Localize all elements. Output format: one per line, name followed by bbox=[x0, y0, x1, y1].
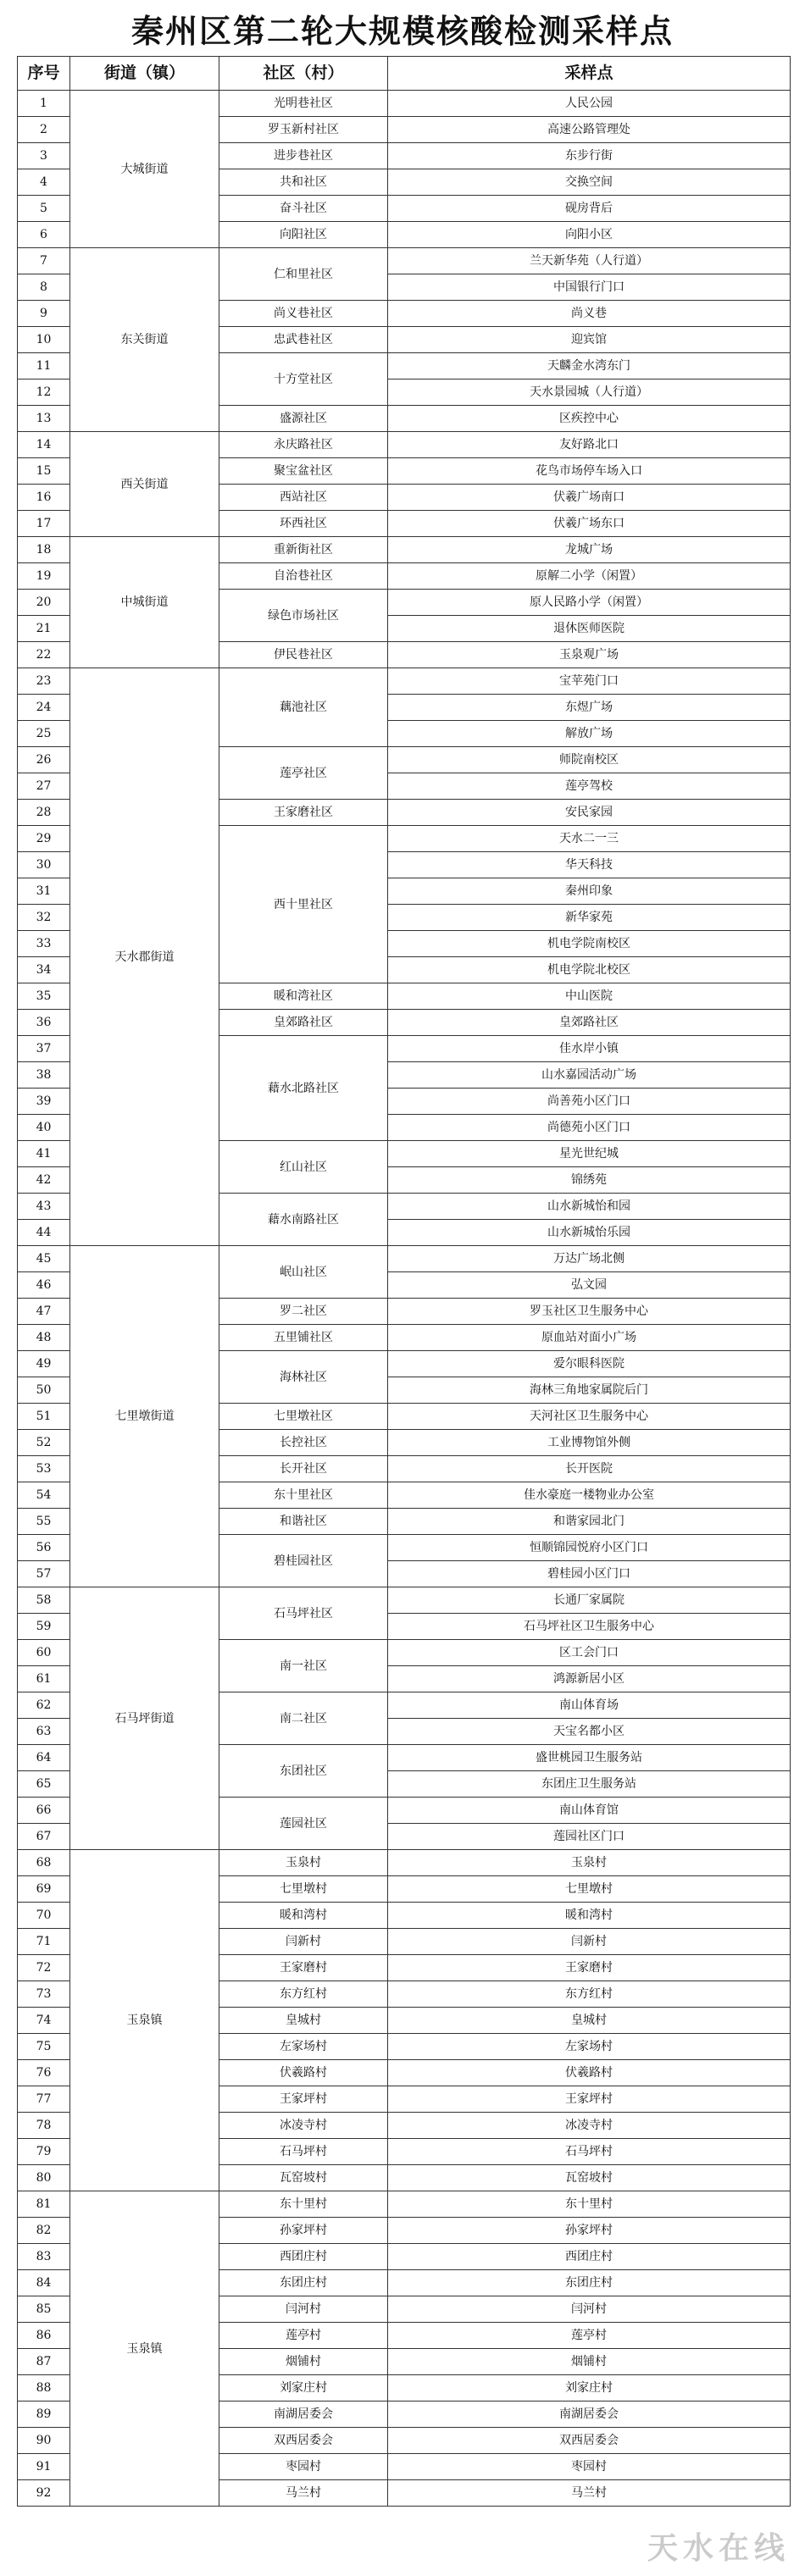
community-cell: 伏羲路村 bbox=[219, 2060, 388, 2086]
row-number: 41 bbox=[18, 1141, 70, 1167]
table-row bbox=[18, 91, 791, 117]
header-no: 序号 bbox=[18, 57, 70, 91]
row-number: 13 bbox=[18, 406, 70, 432]
row-number: 48 bbox=[18, 1325, 70, 1351]
community-cell: 长控社区 bbox=[219, 1430, 388, 1456]
row-number: 52 bbox=[18, 1430, 70, 1456]
site-cell: 天麟金水湾东门 bbox=[388, 353, 791, 379]
row-number: 91 bbox=[18, 2454, 70, 2480]
site-cell: 长开医院 bbox=[388, 1456, 791, 1482]
site-cell: 山水新城怡乐园 bbox=[388, 1220, 791, 1246]
community-cell: 南湖居委会 bbox=[219, 2401, 388, 2428]
row-number: 7 bbox=[18, 248, 70, 274]
row-number: 31 bbox=[18, 878, 70, 905]
row-number: 10 bbox=[18, 327, 70, 353]
row-number: 68 bbox=[18, 1850, 70, 1876]
row-number: 84 bbox=[18, 2270, 70, 2296]
site-cell: 罗玉社区卫生服务中心 bbox=[388, 1299, 791, 1325]
header-community: 社区（村） bbox=[219, 57, 388, 91]
community-cell: 王家磨社区 bbox=[219, 800, 388, 826]
site-cell: 兰天新华苑（人行道） bbox=[388, 248, 791, 274]
row-number: 59 bbox=[18, 1614, 70, 1640]
site-cell: 向阳小区 bbox=[388, 222, 791, 248]
community-cell: 永庆路社区 bbox=[219, 432, 388, 458]
header-site: 采样点 bbox=[388, 57, 791, 91]
header-street: 街道（镇） bbox=[70, 57, 219, 91]
table-row bbox=[18, 1850, 791, 1876]
row-number: 81 bbox=[18, 2191, 70, 2218]
site-cell: 万达广场北侧 bbox=[388, 1246, 791, 1272]
page-title: 秦州区第二轮大规模核酸检测采样点 bbox=[130, 12, 674, 50]
site-cell: 南湖居委会 bbox=[388, 2401, 791, 2428]
site-cell: 东步行街 bbox=[388, 143, 791, 169]
row-number: 1 bbox=[18, 91, 70, 117]
row-number: 27 bbox=[18, 773, 70, 800]
row-number: 33 bbox=[18, 931, 70, 957]
community-cell: 盛源社区 bbox=[219, 406, 388, 432]
row-number: 39 bbox=[18, 1089, 70, 1115]
site-cell: 皇城村 bbox=[388, 2008, 791, 2034]
site-cell: 东团庄卫生服务站 bbox=[388, 1771, 791, 1798]
site-cell: 锦绣苑 bbox=[388, 1167, 791, 1194]
row-number: 63 bbox=[18, 1719, 70, 1745]
table-row bbox=[18, 248, 791, 274]
row-number: 2 bbox=[18, 117, 70, 143]
community-cell: 长开社区 bbox=[219, 1456, 388, 1482]
site-cell: 左家场村 bbox=[388, 2034, 791, 2060]
site-cell: 王家坪村 bbox=[388, 2086, 791, 2113]
site-cell: 区疾控中心 bbox=[388, 406, 791, 432]
row-number: 23 bbox=[18, 668, 70, 695]
site-cell: 冰凌寺村 bbox=[388, 2113, 791, 2139]
sampling-sites-table bbox=[17, 56, 791, 2507]
site-cell: 伏羲广场南口 bbox=[388, 485, 791, 511]
row-number: 51 bbox=[18, 1404, 70, 1430]
community-cell: 左家场村 bbox=[219, 2034, 388, 2060]
site-cell: 天宝名都小区 bbox=[388, 1719, 791, 1745]
site-cell: 皇郊路社区 bbox=[388, 1010, 791, 1036]
community-cell: 西十里社区 bbox=[219, 826, 388, 983]
site-cell: 东方红村 bbox=[388, 1981, 791, 2008]
community-cell: 南二社区 bbox=[219, 1692, 388, 1745]
row-number: 3 bbox=[18, 143, 70, 169]
community-cell: 藉水南路社区 bbox=[219, 1194, 388, 1246]
site-cell: 爱尔眼科医院 bbox=[388, 1351, 791, 1377]
row-number: 65 bbox=[18, 1771, 70, 1798]
site-cell: 莲亭村 bbox=[388, 2323, 791, 2349]
site-cell: 东煜广场 bbox=[388, 695, 791, 721]
row-number: 14 bbox=[18, 432, 70, 458]
community-cell: 罗玉新村社区 bbox=[219, 117, 388, 143]
site-cell: 东团庄村 bbox=[388, 2270, 791, 2296]
table-row bbox=[18, 1246, 791, 1272]
community-cell: 瓦窑坡村 bbox=[219, 2165, 388, 2191]
row-number: 46 bbox=[18, 1272, 70, 1299]
table-row bbox=[18, 2191, 791, 2218]
row-number: 29 bbox=[18, 826, 70, 852]
row-number: 86 bbox=[18, 2323, 70, 2349]
row-number: 22 bbox=[18, 642, 70, 668]
street-cell: 天水郡街道 bbox=[70, 668, 219, 1246]
site-cell: 盛世桃园卫生服务站 bbox=[388, 1745, 791, 1771]
table-body bbox=[18, 91, 791, 2507]
row-number: 5 bbox=[18, 196, 70, 222]
site-cell: 友好路北口 bbox=[388, 432, 791, 458]
row-number: 67 bbox=[18, 1824, 70, 1850]
row-number: 83 bbox=[18, 2244, 70, 2270]
community-cell: 聚宝盆社区 bbox=[219, 458, 388, 485]
community-cell: 忠武巷社区 bbox=[219, 327, 388, 353]
community-cell: 西团庄村 bbox=[219, 2244, 388, 2270]
row-number: 6 bbox=[18, 222, 70, 248]
community-cell: 和谐社区 bbox=[219, 1509, 388, 1535]
community-cell: 进步巷社区 bbox=[219, 143, 388, 169]
site-cell: 秦州印象 bbox=[388, 878, 791, 905]
row-number: 71 bbox=[18, 1929, 70, 1955]
table-row bbox=[18, 432, 791, 458]
community-cell: 玉泉村 bbox=[219, 1850, 388, 1876]
community-cell: 东团社区 bbox=[219, 1745, 388, 1798]
site-cell: 机电学院北校区 bbox=[388, 957, 791, 983]
row-number: 47 bbox=[18, 1299, 70, 1325]
row-number: 54 bbox=[18, 1482, 70, 1509]
row-number: 73 bbox=[18, 1981, 70, 2008]
row-number: 55 bbox=[18, 1509, 70, 1535]
community-cell: 双西居委会 bbox=[219, 2428, 388, 2454]
community-cell: 闫新村 bbox=[219, 1929, 388, 1955]
community-cell: 藉水北路社区 bbox=[219, 1036, 388, 1141]
street-cell: 西关街道 bbox=[70, 432, 219, 537]
community-cell: 碧桂园社区 bbox=[219, 1535, 388, 1587]
table-row bbox=[18, 537, 791, 563]
row-number: 75 bbox=[18, 2034, 70, 2060]
community-cell: 七里墩社区 bbox=[219, 1404, 388, 1430]
watermark-logo: 天水在线 bbox=[647, 2531, 790, 2566]
site-cell: 烟铺村 bbox=[388, 2349, 791, 2375]
row-number: 15 bbox=[18, 458, 70, 485]
community-cell: 闫河村 bbox=[219, 2296, 388, 2323]
street-cell: 中城街道 bbox=[70, 537, 219, 668]
site-cell: 退休医师医院 bbox=[388, 616, 791, 642]
row-number: 24 bbox=[18, 695, 70, 721]
row-number: 78 bbox=[18, 2113, 70, 2139]
site-cell: 玉泉观广场 bbox=[388, 642, 791, 668]
row-number: 69 bbox=[18, 1876, 70, 1903]
row-number: 70 bbox=[18, 1903, 70, 1929]
site-cell: 石马坪村 bbox=[388, 2139, 791, 2165]
site-cell: 南山体育馆 bbox=[388, 1798, 791, 1824]
street-cell: 玉泉镇 bbox=[70, 1850, 219, 2191]
site-cell: 师院南校区 bbox=[388, 747, 791, 773]
site-cell: 长通厂家属院 bbox=[388, 1587, 791, 1614]
community-cell: 环西社区 bbox=[219, 511, 388, 537]
row-number: 36 bbox=[18, 1010, 70, 1036]
row-number: 34 bbox=[18, 957, 70, 983]
row-number: 12 bbox=[18, 379, 70, 406]
row-number: 56 bbox=[18, 1535, 70, 1561]
site-cell: 解放广场 bbox=[388, 721, 791, 747]
community-cell: 奋斗社区 bbox=[219, 196, 388, 222]
row-number: 64 bbox=[18, 1745, 70, 1771]
community-cell: 自治巷社区 bbox=[219, 563, 388, 590]
site-cell: 新华家苑 bbox=[388, 905, 791, 931]
row-number: 26 bbox=[18, 747, 70, 773]
community-cell: 尚义巷社区 bbox=[219, 301, 388, 327]
site-cell: 迎宾馆 bbox=[388, 327, 791, 353]
site-cell: 东十里村 bbox=[388, 2191, 791, 2218]
site-cell: 砚房背后 bbox=[388, 196, 791, 222]
site-cell: 山水新城怡和园 bbox=[388, 1194, 791, 1220]
site-cell: 中国银行门口 bbox=[388, 274, 791, 301]
site-cell: 星光世纪城 bbox=[388, 1141, 791, 1167]
community-cell: 东十里社区 bbox=[219, 1482, 388, 1509]
row-number: 66 bbox=[18, 1798, 70, 1824]
community-cell: 向阳社区 bbox=[219, 222, 388, 248]
community-cell: 马兰村 bbox=[219, 2480, 388, 2507]
row-number: 57 bbox=[18, 1561, 70, 1587]
community-cell: 王家坪村 bbox=[219, 2086, 388, 2113]
street-cell: 玉泉镇 bbox=[70, 2191, 219, 2507]
row-number: 42 bbox=[18, 1167, 70, 1194]
community-cell: 石马坪社区 bbox=[219, 1587, 388, 1640]
row-number: 17 bbox=[18, 511, 70, 537]
site-cell: 山水嘉园活动广场 bbox=[388, 1062, 791, 1089]
community-cell: 莲亭村 bbox=[219, 2323, 388, 2349]
site-cell: 花鸟市场停车场入口 bbox=[388, 458, 791, 485]
community-cell: 西站社区 bbox=[219, 485, 388, 511]
site-cell: 枣园村 bbox=[388, 2454, 791, 2480]
row-number: 79 bbox=[18, 2139, 70, 2165]
street-cell: 石马坪街道 bbox=[70, 1587, 219, 1850]
site-cell: 鸿源新居小区 bbox=[388, 1666, 791, 1692]
site-cell: 孙家坪村 bbox=[388, 2218, 791, 2244]
row-number: 37 bbox=[18, 1036, 70, 1062]
row-number: 72 bbox=[18, 1955, 70, 1981]
row-number: 88 bbox=[18, 2375, 70, 2401]
row-number: 40 bbox=[18, 1115, 70, 1141]
row-number: 25 bbox=[18, 721, 70, 747]
site-cell: 人民公园 bbox=[388, 91, 791, 117]
community-cell: 五里铺社区 bbox=[219, 1325, 388, 1351]
community-cell: 岷山社区 bbox=[219, 1246, 388, 1299]
community-cell: 藕池社区 bbox=[219, 668, 388, 747]
community-cell: 王家磨村 bbox=[219, 1955, 388, 1981]
community-cell: 红山社区 bbox=[219, 1141, 388, 1194]
site-cell: 佳水豪庭一楼物业办公室 bbox=[388, 1482, 791, 1509]
row-number: 43 bbox=[18, 1194, 70, 1220]
site-cell: 高速公路管理处 bbox=[388, 117, 791, 143]
community-cell: 烟铺村 bbox=[219, 2349, 388, 2375]
table-row bbox=[18, 668, 791, 695]
site-cell: 马兰村 bbox=[388, 2480, 791, 2507]
community-cell: 莲亭社区 bbox=[219, 747, 388, 800]
site-cell: 原人民路小学（闲置） bbox=[388, 590, 791, 616]
row-number: 4 bbox=[18, 169, 70, 196]
row-number: 49 bbox=[18, 1351, 70, 1377]
row-number: 38 bbox=[18, 1062, 70, 1089]
site-cell: 天水二一三 bbox=[388, 826, 791, 852]
community-cell: 七里墩村 bbox=[219, 1876, 388, 1903]
row-number: 8 bbox=[18, 274, 70, 301]
community-cell: 暖和湾村 bbox=[219, 1903, 388, 1929]
site-cell: 海林三角地家属院后门 bbox=[388, 1377, 791, 1404]
row-number: 9 bbox=[18, 301, 70, 327]
row-number: 45 bbox=[18, 1246, 70, 1272]
row-number: 11 bbox=[18, 353, 70, 379]
community-cell: 刘家庄村 bbox=[219, 2375, 388, 2401]
site-cell: 尚义巷 bbox=[388, 301, 791, 327]
site-cell: 原解二小学（闲置） bbox=[388, 563, 791, 590]
site-cell: 伏羲广场东口 bbox=[388, 511, 791, 537]
site-cell: 闫新村 bbox=[388, 1929, 791, 1955]
site-cell: 暖和湾村 bbox=[388, 1903, 791, 1929]
row-number: 61 bbox=[18, 1666, 70, 1692]
community-cell: 伊民巷社区 bbox=[219, 642, 388, 668]
site-cell: 和谐家园北门 bbox=[388, 1509, 791, 1535]
community-cell: 绿色市场社区 bbox=[219, 590, 388, 642]
site-cell: 伏羲路村 bbox=[388, 2060, 791, 2086]
site-cell: 机电学院南校区 bbox=[388, 931, 791, 957]
site-cell: 恒顺锦园悦府小区门口 bbox=[388, 1535, 791, 1561]
row-number: 19 bbox=[18, 563, 70, 590]
site-cell: 莲园社区门口 bbox=[388, 1824, 791, 1850]
row-number: 28 bbox=[18, 800, 70, 826]
site-cell: 七里墩村 bbox=[388, 1876, 791, 1903]
row-number: 35 bbox=[18, 983, 70, 1010]
table-row bbox=[18, 1587, 791, 1614]
row-number: 82 bbox=[18, 2218, 70, 2244]
site-cell: 王家磨村 bbox=[388, 1955, 791, 1981]
site-cell: 宝苹苑门口 bbox=[388, 668, 791, 695]
community-cell: 共和社区 bbox=[219, 169, 388, 196]
site-cell: 刘家庄村 bbox=[388, 2375, 791, 2401]
row-number: 44 bbox=[18, 1220, 70, 1246]
community-cell: 莲园社区 bbox=[219, 1798, 388, 1850]
community-cell: 光明巷社区 bbox=[219, 91, 388, 117]
community-cell: 孙家坪村 bbox=[219, 2218, 388, 2244]
site-cell: 华天科技 bbox=[388, 852, 791, 878]
row-number: 16 bbox=[18, 485, 70, 511]
community-cell: 枣园村 bbox=[219, 2454, 388, 2480]
row-number: 53 bbox=[18, 1456, 70, 1482]
row-number: 77 bbox=[18, 2086, 70, 2113]
community-cell: 皇城村 bbox=[219, 2008, 388, 2034]
site-cell: 弘文园 bbox=[388, 1272, 791, 1299]
row-number: 60 bbox=[18, 1640, 70, 1666]
row-number: 58 bbox=[18, 1587, 70, 1614]
site-cell: 双西居委会 bbox=[388, 2428, 791, 2454]
row-number: 90 bbox=[18, 2428, 70, 2454]
site-cell: 闫河村 bbox=[388, 2296, 791, 2323]
site-cell: 交换空间 bbox=[388, 169, 791, 196]
street-cell: 东关街道 bbox=[70, 248, 219, 432]
site-cell: 安民家园 bbox=[388, 800, 791, 826]
row-number: 18 bbox=[18, 537, 70, 563]
site-cell: 西团庄村 bbox=[388, 2244, 791, 2270]
site-cell: 瓦窑坡村 bbox=[388, 2165, 791, 2191]
table-header-row bbox=[18, 57, 791, 91]
community-cell: 罗二社区 bbox=[219, 1299, 388, 1325]
site-cell: 原血站对面小广场 bbox=[388, 1325, 791, 1351]
community-cell: 南一社区 bbox=[219, 1640, 388, 1692]
community-cell: 海林社区 bbox=[219, 1351, 388, 1404]
row-number: 74 bbox=[18, 2008, 70, 2034]
community-cell: 东十里村 bbox=[219, 2191, 388, 2218]
community-cell: 十方堂社区 bbox=[219, 353, 388, 406]
row-number: 32 bbox=[18, 905, 70, 931]
site-cell: 天水景园城（人行道） bbox=[388, 379, 791, 406]
community-cell: 石马坪村 bbox=[219, 2139, 388, 2165]
row-number: 89 bbox=[18, 2401, 70, 2428]
street-cell: 大城街道 bbox=[70, 91, 219, 248]
community-cell: 东团庄村 bbox=[219, 2270, 388, 2296]
site-cell: 工业博物馆外侧 bbox=[388, 1430, 791, 1456]
row-number: 76 bbox=[18, 2060, 70, 2086]
site-cell: 石马坪社区卫生服务中心 bbox=[388, 1614, 791, 1640]
site-cell: 玉泉村 bbox=[388, 1850, 791, 1876]
row-number: 21 bbox=[18, 616, 70, 642]
community-cell: 东方红村 bbox=[219, 1981, 388, 2008]
site-cell: 尚善苑小区门口 bbox=[388, 1089, 791, 1115]
row-number: 85 bbox=[18, 2296, 70, 2323]
site-cell: 区工会门口 bbox=[388, 1640, 791, 1666]
community-cell: 重新街社区 bbox=[219, 537, 388, 563]
site-cell: 尚德苑小区门口 bbox=[388, 1115, 791, 1141]
site-cell: 碧桂园小区门口 bbox=[388, 1561, 791, 1587]
row-number: 62 bbox=[18, 1692, 70, 1719]
street-cell: 七里墩街道 bbox=[70, 1246, 219, 1587]
row-number: 92 bbox=[18, 2480, 70, 2507]
site-cell: 莲亭驾校 bbox=[388, 773, 791, 800]
site-cell: 天河社区卫生服务中心 bbox=[388, 1404, 791, 1430]
row-number: 80 bbox=[18, 2165, 70, 2191]
site-cell: 龙城广场 bbox=[388, 537, 791, 563]
community-cell: 皇郊路社区 bbox=[219, 1010, 388, 1036]
row-number: 87 bbox=[18, 2349, 70, 2375]
community-cell: 仁和里社区 bbox=[219, 248, 388, 301]
community-cell: 暖和湾社区 bbox=[219, 983, 388, 1010]
community-cell: 冰凌寺村 bbox=[219, 2113, 388, 2139]
site-cell: 中山医院 bbox=[388, 983, 791, 1010]
row-number: 50 bbox=[18, 1377, 70, 1404]
site-cell: 南山体育场 bbox=[388, 1692, 791, 1719]
row-number: 30 bbox=[18, 852, 70, 878]
site-cell: 佳水岸小镇 bbox=[388, 1036, 791, 1062]
row-number: 20 bbox=[18, 590, 70, 616]
